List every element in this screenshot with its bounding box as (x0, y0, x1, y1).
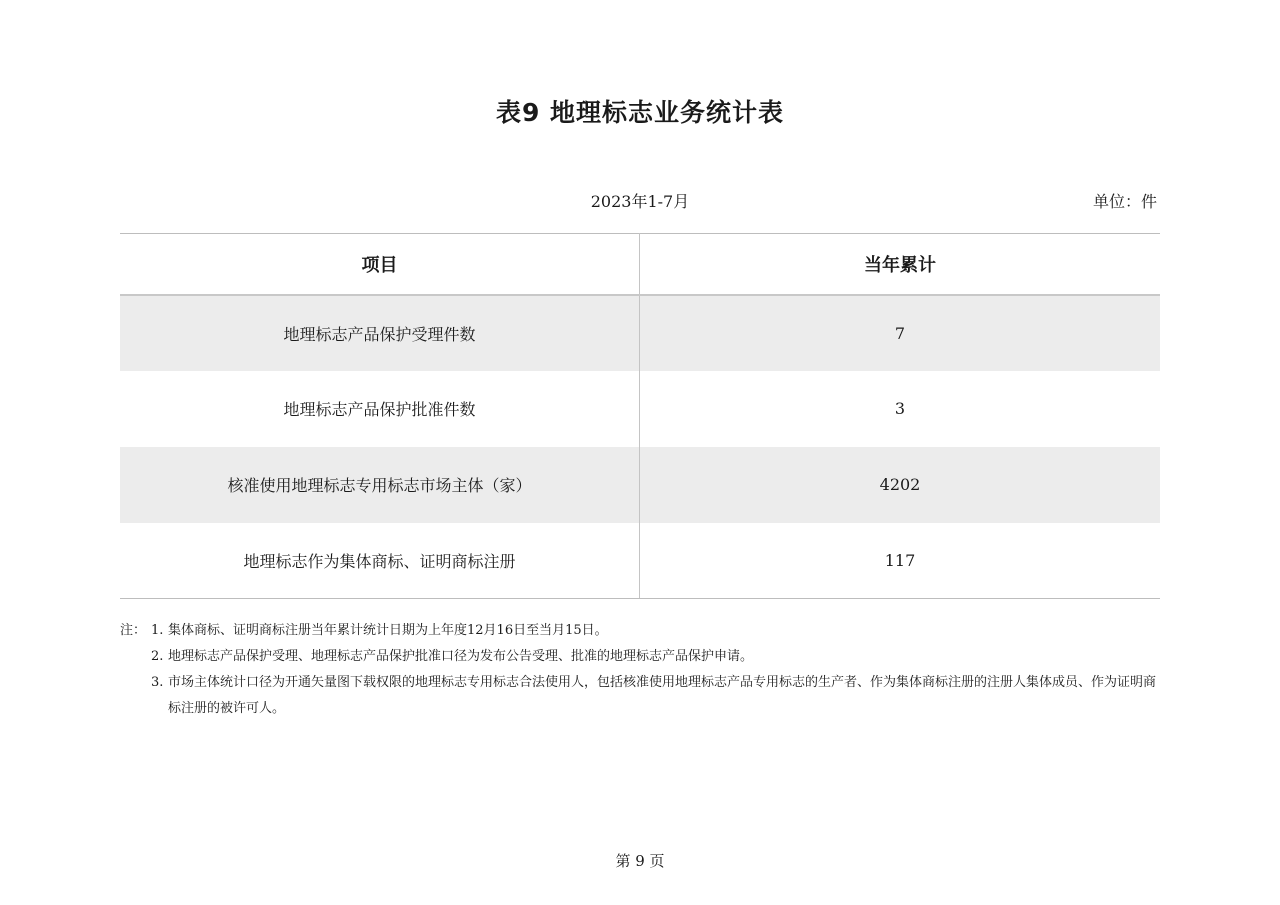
note-text: 市场主体统计口径为开通矢量图下载权限的地理标志专用标志合法使用人，包括核准使用地理标志产品专用标志的生产者、作为集体商标注册的注册人集体成员、作为证明商标注册的被许可人。 (168, 675, 1157, 716)
table-row (120, 523, 1160, 599)
row-value: 4202 (640, 447, 1161, 523)
note-text: 地理标志产品保护受理、地理标志产品保护批准口径为发布公告受理、批准的地理标志产品保护申请。 (168, 649, 754, 664)
statistics-table (120, 233, 1160, 599)
table-row (120, 371, 1160, 447)
row-value: 3 (894, 399, 906, 418)
note-number: 2. (151, 649, 164, 664)
note-item (120, 670, 1165, 722)
table-title: 表9 地理标志业务统计表 (495, 98, 785, 127)
row-item: 地理标志产品保护批准件数 (120, 371, 640, 447)
header-cumulative: 当年累计 (640, 234, 1161, 295)
notes-prefix: 注： (120, 623, 147, 638)
page-number: 第 9 页 (615, 852, 665, 870)
note-item (120, 618, 1165, 644)
report-period: 2023年1-7月 (590, 192, 690, 211)
row-value: 7 (640, 295, 1161, 371)
table-row (120, 295, 1160, 371)
notes-section (120, 618, 1165, 722)
note-item (120, 644, 1165, 670)
note-number: 1. (151, 623, 164, 638)
header-item: 项目 (120, 234, 640, 295)
row-item: 核准使用地理标志专用标志市场主体（家） (120, 447, 640, 523)
unit-label: 单位：件 (1092, 192, 1157, 211)
table-header-row (120, 234, 1160, 295)
row-value: 117 (640, 523, 1161, 599)
note-number: 3. (151, 675, 164, 690)
row-item: 地理标志产品保护受理件数 (120, 295, 640, 371)
note-text: 集体商标、证明商标注册当年累计统计日期为上年度12月16日至当月15日。 (168, 623, 608, 638)
row-item: 地理标志作为集体商标、证明商标注册 (120, 523, 640, 599)
table-row (120, 447, 1160, 523)
